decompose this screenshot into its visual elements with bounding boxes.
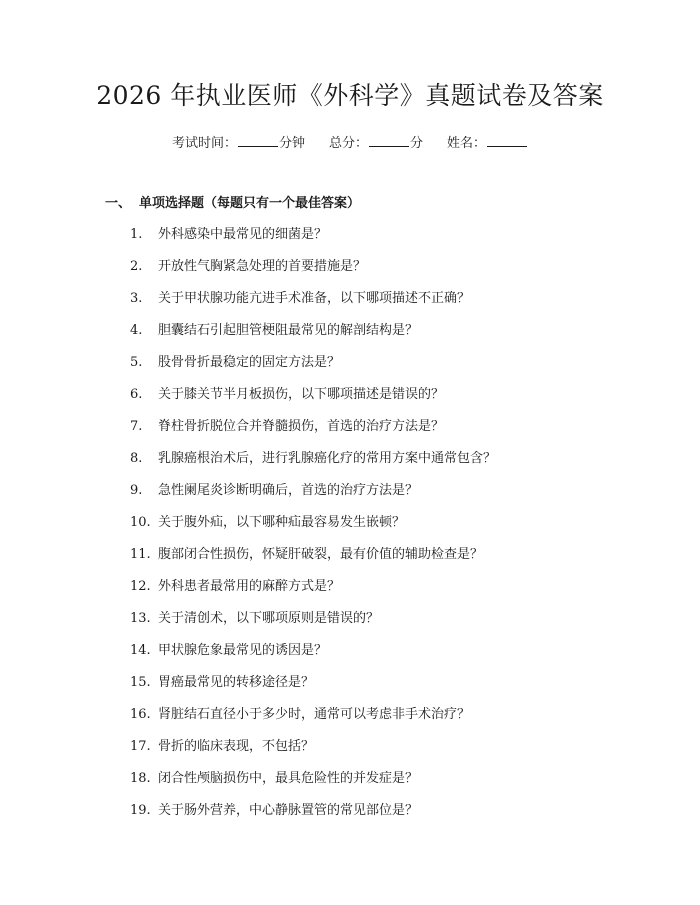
question-number: 10. (130, 515, 151, 530)
question-text: 骨折的临床表现，不包括？ (158, 739, 315, 754)
question-number: 3. (130, 291, 143, 306)
question-text: 脊柱骨折脱位合并脊髓损伤，首选的治疗方法是？ (158, 419, 445, 434)
question-item (130, 706, 470, 724)
question-text: 胆囊结石引起胆管梗阻最常见的解剖结构是？ (158, 323, 419, 338)
question-text: 腹部闭合性损伤，怀疑肝破裂，最有价值的辅助检查是？ (158, 547, 484, 562)
question-item (130, 578, 340, 596)
exam-time-field (172, 132, 305, 151)
total-score-blank (369, 134, 409, 147)
question-text: 外科患者最常用的麻醉方式是？ (158, 579, 341, 594)
question-text: 关于清创术，以下哪项原则是错误的？ (158, 611, 380, 626)
question-number: 6. (130, 387, 143, 402)
page-title: 2026 年执业医师《外科学》真题试卷及答案 (96, 81, 604, 110)
question-item (130, 738, 314, 756)
name-field (447, 132, 528, 151)
question-text: 股骨骨折最稳定的固定方法是？ (158, 355, 341, 370)
question-number: 2. (130, 259, 143, 274)
question-text: 急性阑尾炎诊断明确后，首选的治疗方法是？ (158, 483, 419, 498)
question-item (130, 386, 444, 404)
question-number: 5. (130, 355, 143, 370)
question-text: 关于膝关节半月板损伤，以下哪项描述是错误的？ (158, 387, 445, 402)
question-text: 胃癌最常见的转移途径是？ (158, 675, 315, 690)
total-score-field (329, 132, 423, 151)
question-number: 1. (130, 227, 143, 242)
question-item (130, 322, 418, 340)
question-text: 乳腺癌根治术后，进行乳腺癌化疗的常用方案中通常包含？ (158, 451, 497, 466)
question-text: 关于肠外营养，中心静脉置管的常见部位是？ (158, 803, 419, 818)
question-item (130, 482, 418, 500)
question-item (130, 674, 314, 692)
question-text: 肾脏结石直径小于多少时，通常可以考虑非手术治疗？ (158, 707, 471, 722)
question-number: 8. (130, 451, 143, 466)
question-item (130, 258, 366, 276)
exam-time-label: 考试时间： (171, 136, 237, 151)
section-title: 单项选择题（每题只有一个最佳答案） (139, 196, 361, 211)
question-item (130, 546, 483, 564)
question-text: 闭合性颅脑损伤中，最具危险性的并发症是？ (158, 771, 419, 786)
question-number: 4. (130, 323, 143, 338)
question-text: 开放性气胸紧急处理的首要措施是？ (158, 259, 367, 274)
question-item (130, 418, 444, 436)
question-number: 9. (130, 483, 143, 498)
question-number: 14. (130, 643, 151, 658)
exam-info-row (0, 132, 700, 151)
section-heading (105, 192, 360, 211)
question-number: 15. (130, 675, 151, 690)
question-item (130, 610, 379, 628)
exam-time-blank (238, 134, 278, 147)
question-text: 关于腹外疝，以下哪种疝最容易发生嵌顿？ (158, 515, 406, 530)
question-item (130, 770, 418, 788)
name-blank (487, 134, 527, 147)
question-text: 甲状腺危象最常见的诱因是？ (158, 643, 328, 658)
question-text: 关于甲状腺功能亢进手术准备，以下哪项描述不正确？ (158, 291, 471, 306)
question-number: 17. (130, 739, 151, 754)
total-score-label: 总分： (328, 136, 368, 151)
exam-time-unit: 分钟 (278, 136, 305, 151)
question-item (130, 514, 405, 532)
section-number: 一、 (105, 196, 132, 211)
question-number: 7. (130, 419, 143, 434)
question-item (130, 226, 327, 244)
question-item (130, 642, 327, 660)
total-score-unit: 分 (410, 136, 424, 151)
question-item (130, 802, 418, 820)
question-number: 12. (130, 579, 151, 594)
question-item (130, 290, 470, 308)
question-text: 外科感染中最常见的细菌是？ (158, 227, 328, 242)
question-number: 16. (130, 707, 151, 722)
question-item (130, 354, 340, 372)
question-number: 13. (130, 611, 151, 626)
name-label: 姓名： (447, 136, 487, 151)
question-number: 11. (130, 547, 151, 562)
question-number: 19. (130, 803, 151, 818)
question-number: 18. (130, 771, 151, 786)
question-item (130, 450, 496, 468)
